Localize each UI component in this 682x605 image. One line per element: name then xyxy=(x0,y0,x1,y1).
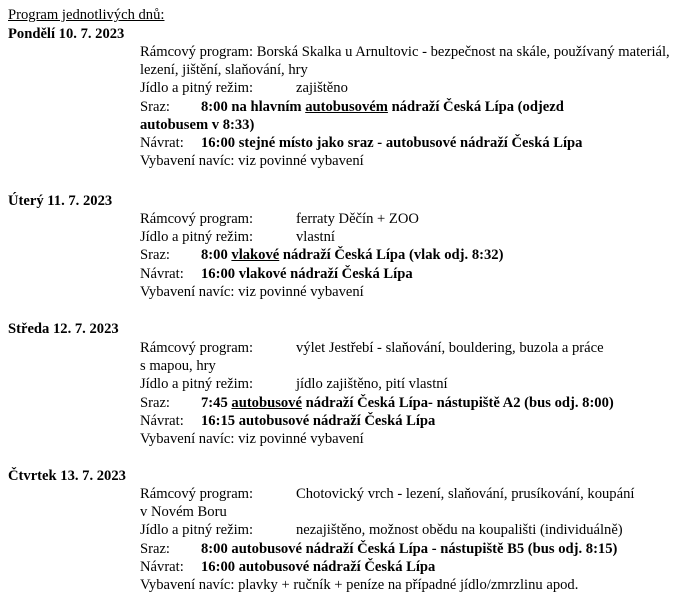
return-label: Návrat: xyxy=(140,265,184,282)
meet-value-continued: autobusem v 8:33) xyxy=(140,116,255,133)
food-line xyxy=(140,79,675,97)
meet-line xyxy=(140,540,675,558)
meet-line xyxy=(140,394,675,412)
meet-value: 8:00 vlakové nádraží Česká Lípa (vlak odj. 8:32) xyxy=(201,247,504,264)
page-heading: Program jednotlivých dnů: xyxy=(8,7,165,23)
program-value: ferraty Děčín + ZOO xyxy=(296,211,419,227)
meet-label: Sraz: xyxy=(140,247,170,264)
meet-line xyxy=(140,98,675,116)
food-label: Jídlo a pitný režim: xyxy=(140,376,254,393)
day-block-tuesday xyxy=(140,210,675,301)
food-value: zajištěno xyxy=(296,80,348,97)
program-label: Rámcový program: xyxy=(140,211,254,227)
return-value: 16:00 autobusové nádraží Česká Lípa xyxy=(201,558,436,575)
return-line xyxy=(140,558,675,576)
meet-label: Sraz: xyxy=(140,394,170,411)
program-value: Borská Skalka u Arnultovic - bezpečnost na skále, používaný materiál, lezení, jištění, slaňování, hry xyxy=(140,44,670,79)
return-line xyxy=(140,265,675,283)
return-value: 16:15 autobusové nádraží Česká Lípa xyxy=(201,412,436,429)
equipment-line xyxy=(140,576,675,594)
program-value: Chotovický vrch - lezení, slaňování, prusíkování, koupání xyxy=(296,486,635,502)
meet-value: 8:00 autobusové nádraží Česká Lípa - nástupiště B5 (bus odj. 8:15) xyxy=(201,540,618,557)
food-label: Jídlo a pitný režim: xyxy=(140,522,254,539)
equipment-value: viz povinné vybavení xyxy=(238,153,364,170)
food-label: Jídlo a pitný režim: xyxy=(140,80,254,97)
program-line xyxy=(140,43,675,79)
food-value: jídlo zajištěno, pití vlastní xyxy=(296,376,448,393)
food-line xyxy=(140,228,675,246)
meet-value: 8:00 na hlavním autobusovém nádraží Česká Lípa (odjezd xyxy=(201,98,564,115)
equipment-label: Vybavení navíc: xyxy=(140,577,235,594)
program-value-continued: v Novém Boru xyxy=(140,504,227,521)
food-label: Jídlo a pitný režim: xyxy=(140,229,254,246)
return-line xyxy=(140,134,675,152)
day-title-monday: Pondělí 10. 7. 2023 xyxy=(8,26,125,42)
equipment-label: Vybavení navíc: xyxy=(140,431,235,448)
return-value: 16:00 vlakové nádraží Česká Lípa xyxy=(201,265,413,282)
program-line xyxy=(140,485,675,503)
meet-label: Sraz: xyxy=(140,98,170,115)
day-block-monday xyxy=(140,43,675,170)
food-line xyxy=(140,375,675,393)
day-title-tuesday: Úterý 11. 7. 2023 xyxy=(8,193,113,209)
day-block-wednesday xyxy=(140,339,675,448)
program-value-continued: s mapou, hry xyxy=(140,358,216,375)
day-title-wednesday: Středa 12. 7. 2023 xyxy=(8,321,119,337)
program-label: Rámcový program: xyxy=(140,486,254,502)
equipment-line xyxy=(140,430,675,448)
program-value: výlet Jestřebí - slaňování, bouldering, buzola a práce xyxy=(296,340,604,356)
day-block-thursday xyxy=(140,485,675,594)
food-value: nezajištěno, možnost obědu na koupališti (individuálně) xyxy=(296,522,623,539)
meet-line xyxy=(140,246,675,264)
equipment-value: plavky + ručník + peníze na případné jídlo/zmrzlinu apod. xyxy=(238,577,579,594)
program-line xyxy=(140,339,675,357)
program-label: Rámcový program: xyxy=(140,44,254,60)
food-value: vlastní xyxy=(296,229,335,246)
equipment-line xyxy=(140,152,675,170)
return-label: Návrat: xyxy=(140,558,184,575)
meet-value: 7:45 autobusové nádraží Česká Lípa- nástupiště A2 (bus odj. 8:00) xyxy=(201,394,614,411)
return-value: 16:00 stejné místo jako sraz - autobusové nádraží Česká Lípa xyxy=(201,135,583,152)
equipment-label: Vybavení navíc: xyxy=(140,283,235,300)
equipment-value: viz povinné vybavení xyxy=(238,431,364,448)
return-label: Návrat: xyxy=(140,412,184,429)
day-title-thursday: Čtvrtek 13. 7. 2023 xyxy=(8,468,126,484)
program-label: Rámcový program: xyxy=(140,340,254,356)
meet-label: Sraz: xyxy=(140,540,170,557)
equipment-value: viz povinné vybavení xyxy=(238,283,364,300)
program-line xyxy=(140,210,675,228)
equipment-line xyxy=(140,283,675,301)
equipment-label: Vybavení navíc: xyxy=(140,153,235,170)
return-label: Návrat: xyxy=(140,135,184,152)
food-line xyxy=(140,521,675,539)
return-line xyxy=(140,412,675,430)
